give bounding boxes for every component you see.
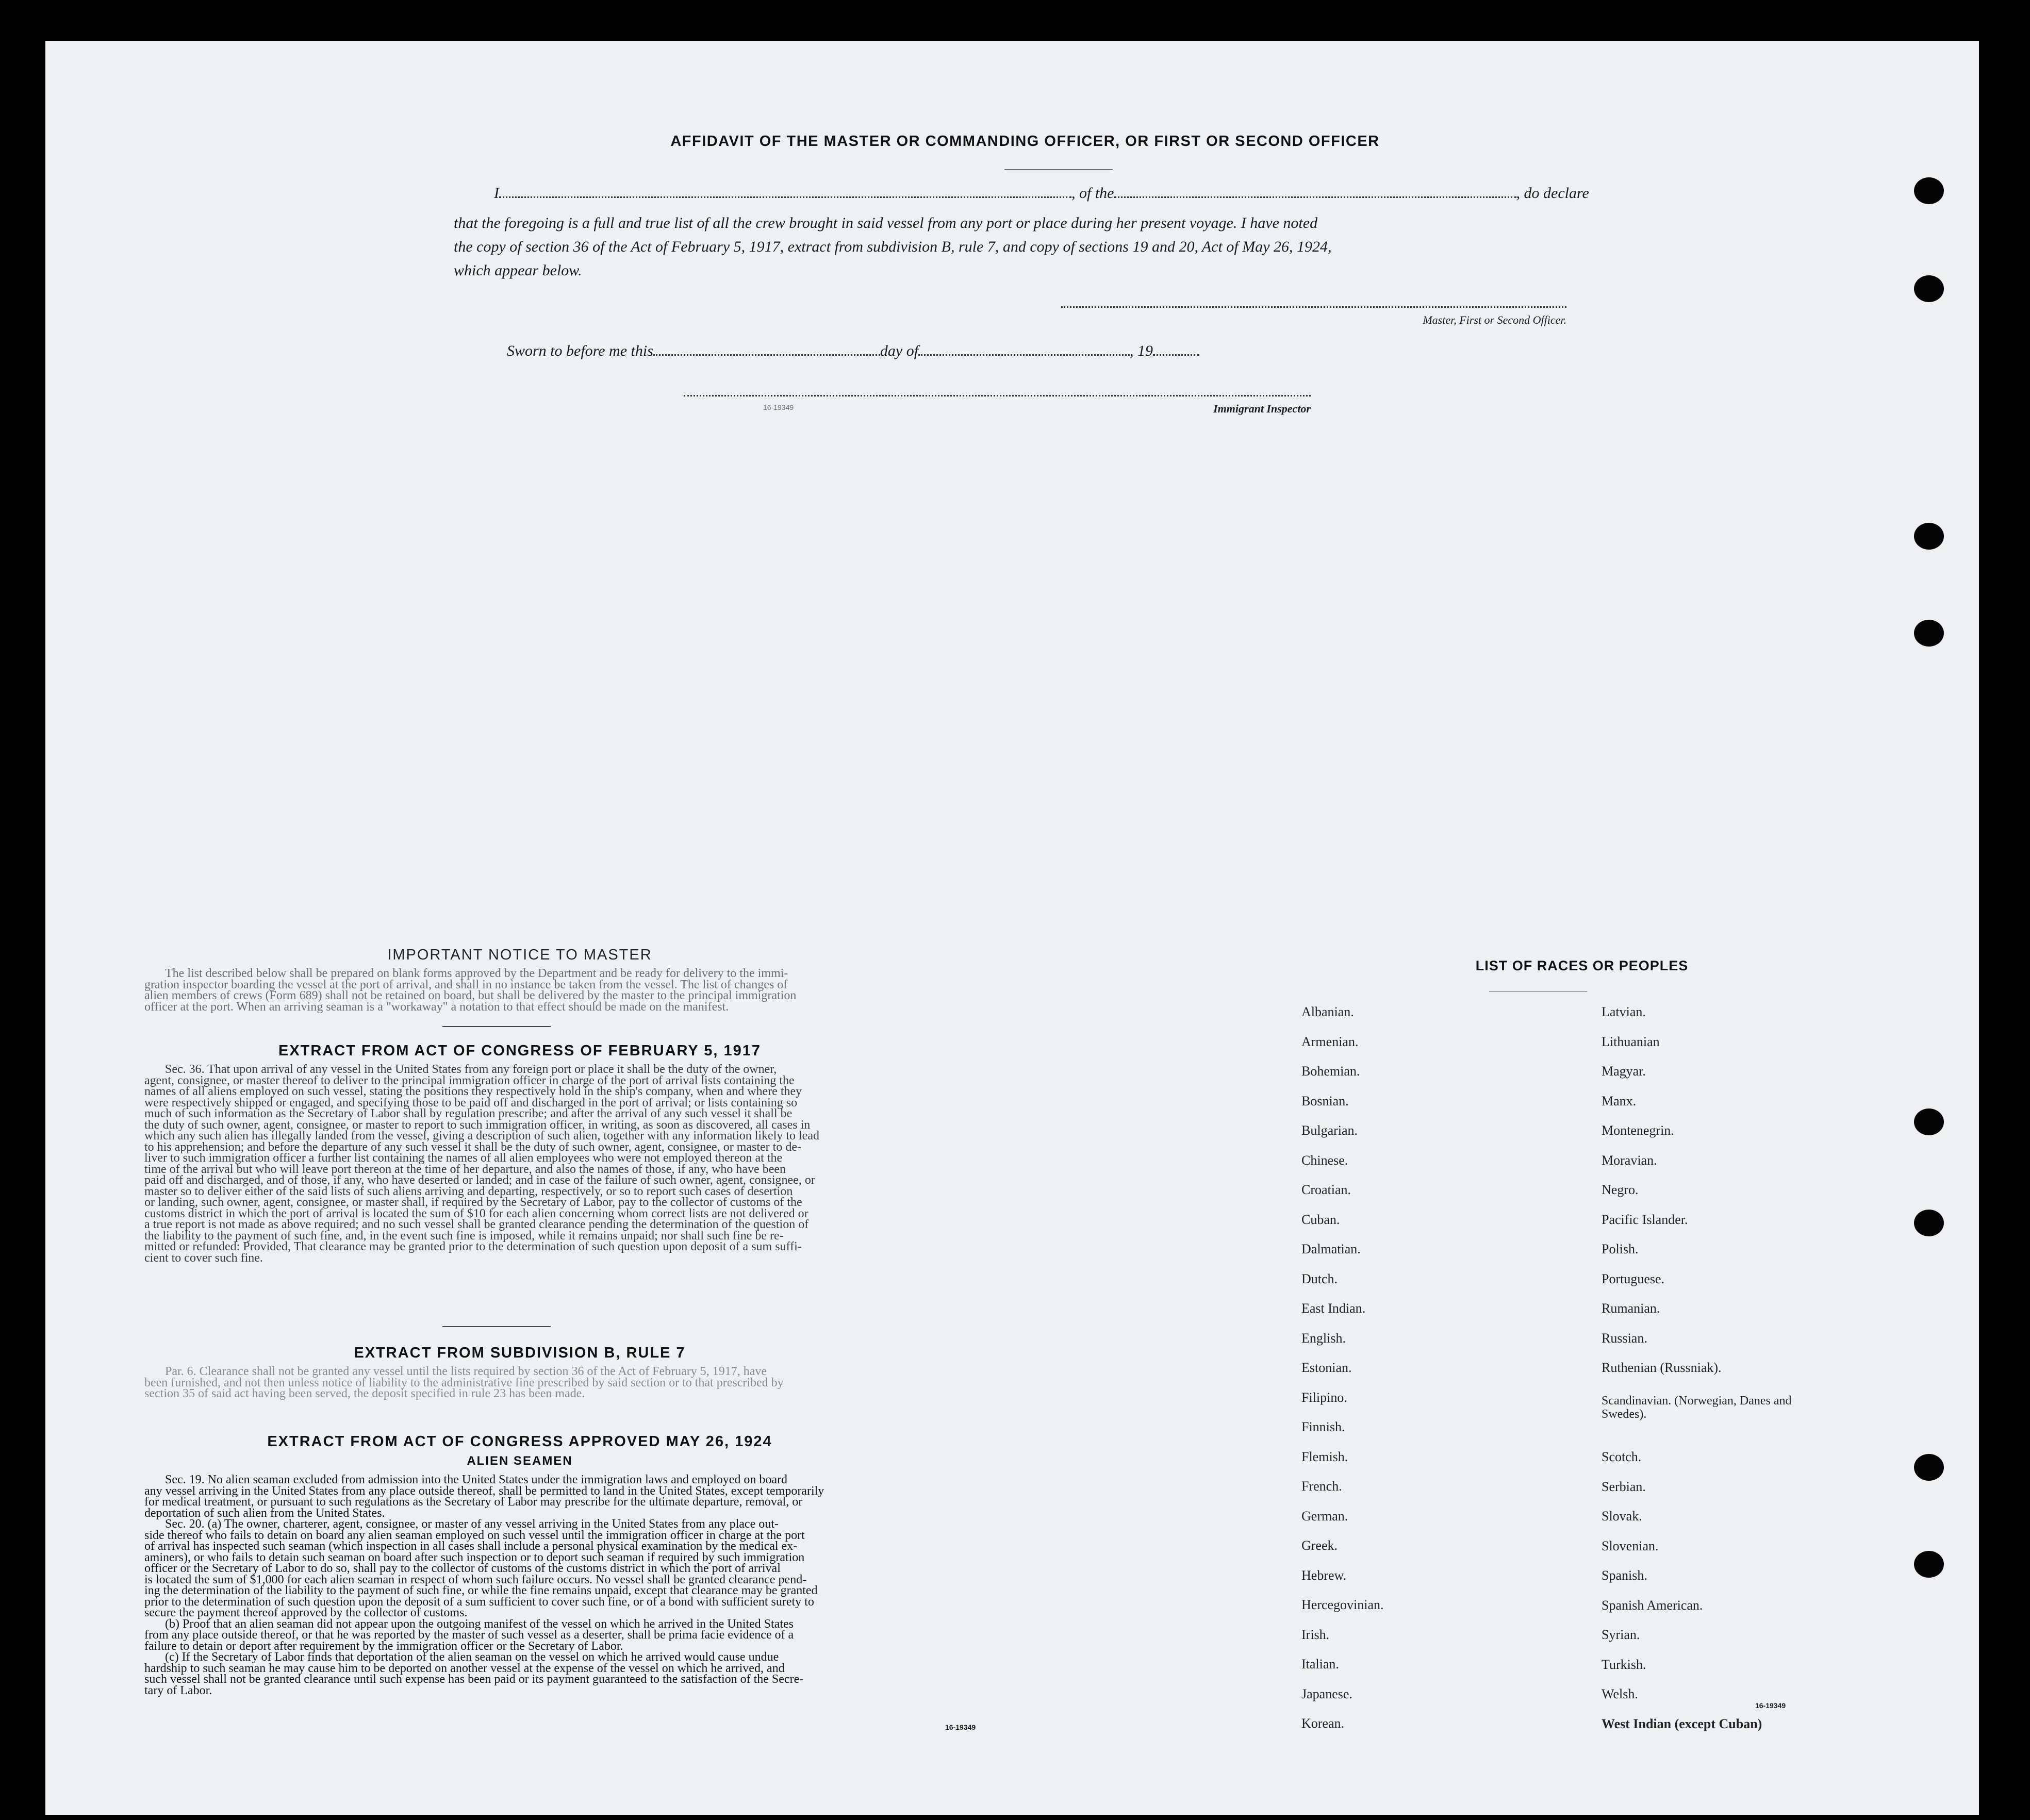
form-number: 16-19349	[1755, 1701, 1786, 1710]
race-item: Bosnian.	[1301, 1093, 1349, 1108]
line-i-label: I	[494, 185, 499, 202]
races-right-column	[1602, 1004, 1880, 1746]
race-item: Japanese.	[1301, 1686, 1352, 1701]
extract-1917-text	[144, 1064, 1034, 1264]
signature-blank[interactable]	[1061, 306, 1566, 308]
races-left-column	[1301, 1004, 1559, 1746]
race-item: Bulgarian.	[1301, 1123, 1358, 1138]
notice-line: alien members of crews (Form 689) shall not be retained on board, but shall be delivered by the master to the principal immigration	[144, 989, 797, 1002]
races-title: LIST OF RACES OR PEOPLES	[1475, 958, 1689, 973]
text-line: liver to such immigration officer a further list containing the names of all alien employees who were not employed thereon at the	[144, 1151, 783, 1165]
race-item: Croatian.	[1301, 1182, 1351, 1197]
binder-hole	[1914, 1108, 1944, 1135]
race-item: Pacific Islander.	[1602, 1212, 1688, 1227]
race-item: Filipino.	[1301, 1389, 1347, 1405]
text-line: tary of Labor.	[144, 1683, 212, 1697]
statement-line: which appear below.	[454, 262, 582, 279]
race-item: Portuguese.	[1602, 1271, 1665, 1286]
race-item: Scotch.	[1602, 1449, 1642, 1464]
race-item: Moravian.	[1602, 1152, 1657, 1168]
race-item: Dalmatian.	[1301, 1242, 1361, 1256]
race-item: English.	[1301, 1330, 1346, 1346]
race-item: Rumanian.	[1602, 1301, 1660, 1316]
section-divider	[442, 1026, 551, 1027]
race-item: Scandinavian. (Norwegian, Danes and Swedes).	[1602, 1394, 1792, 1421]
race-item: Cuban.	[1301, 1212, 1340, 1227]
sworn-label: Sworn to before me this	[507, 342, 653, 359]
section-divider	[442, 1326, 551, 1327]
declaration-line	[494, 185, 1613, 202]
text-line: Par. 6. Clearance shall not be granted any vessel until the lists required by section 36 of the Act of February 5, 1917, have	[165, 1365, 767, 1378]
text-line: time of the arrival but who will leave port thereon at the time of her departure, and also the names of those, if any, who have been	[144, 1162, 786, 1176]
race-item: Chinese.	[1301, 1152, 1348, 1168]
form-number: 16-19349	[763, 403, 794, 411]
text-line: hardship to such seaman he may cause him to be deported on another vessel at the expense of the vessel on which he arrived, and	[144, 1661, 785, 1675]
text-line: of arrival has inspected such seaman (which inspection in all cases shall include a personal physical examination by the medical ex-	[144, 1540, 798, 1553]
race-item: Latvian.	[1602, 1004, 1646, 1019]
race-item: Turkish.	[1602, 1657, 1646, 1672]
race-item: West Indian (except Cuban)	[1602, 1716, 1762, 1731]
binder-hole	[1914, 1551, 1944, 1578]
text-line: ing the determination of the liability to the payment of such fine, or while the fine remains unpaid, except that clearance may be granted	[144, 1584, 818, 1597]
race-item: Greek.	[1301, 1538, 1338, 1553]
statement-line: the copy of section 36 of the Act of February 5, 1917, extract from subdivision B, rule 7, and copy of sections 19 and 20, Act of May 26, 1924,	[454, 238, 1332, 255]
day-of-label: day of	[880, 342, 919, 359]
affidavit-title: AFFIDAVIT OF THE MASTER OR COMMANDING OFFICER, OR FIRST OR SECOND OFFICER	[670, 133, 1380, 150]
text-line: for medical treatment, or pursuant to such regulations as the Secretary of Labor may prescribe for the ultimate departure, removal, or	[144, 1495, 803, 1509]
text-line: side thereof who fails to detain on board any alien seaman employed on such vessel until the immigration officer in charge at the port	[144, 1528, 805, 1542]
text-line: names of all aliens employed on such vessel, stating the positions they respectively hold in the ship's company, when and where they	[144, 1085, 802, 1098]
notice-line: gration inspector boarding the vessel at the port of arrival, and shall in no instance be taken from the vessel. The list of changes of	[144, 978, 788, 991]
text-line: or landing, such owner, agent, consignee, or master shall, if required by the Secretary of Labor, pay to the collector of customs of the	[144, 1196, 802, 1209]
text-line: master so to deliver either of the said lists of such aliens arriving and departing, respectively, or so to report such cases of desertion	[144, 1184, 793, 1198]
sworn-month-blank[interactable]	[918, 344, 1130, 356]
race-item: Russian.	[1602, 1330, 1647, 1346]
sworn-line	[507, 342, 1332, 360]
text-line: were respectively shipped or engaged, and specifying those to be paid off and discharged in the port of arrival; or lists containing so	[144, 1096, 798, 1110]
text-line: officer or the Secretary of Labor to do so, shall pay to the collector of customs of the customs district in which the port of arrival	[144, 1562, 781, 1575]
race-item: Magyar.	[1602, 1064, 1646, 1079]
inspector-signature-blank[interactable]	[684, 395, 1311, 396]
race-item: Negro.	[1602, 1182, 1639, 1197]
notice-text	[144, 968, 1034, 1013]
declaration-statement	[454, 211, 1614, 283]
notice-title: IMPORTANT NOTICE TO MASTER	[387, 947, 652, 963]
name-blank[interactable]	[499, 186, 1071, 198]
text-line: secure the payment thereof approved by the collector of customs.	[144, 1606, 468, 1619]
text-line: section 35 of said act having been served, the deposit specified in rule 23 has been made.	[144, 1387, 585, 1400]
race-item: Hebrew.	[1301, 1567, 1347, 1583]
text-line: failure to detain or deport after requirement by the immigration officer or the Secretary of Labor.	[144, 1639, 623, 1653]
text-line: paid off and discharged, and of those, if any, who have deserted or landed; and in case of the failure of such owner, agent, consignee, or	[144, 1173, 815, 1187]
binder-hole	[1914, 275, 1944, 302]
race-item: Slovenian.	[1602, 1538, 1659, 1553]
race-item: East Indian.	[1301, 1301, 1366, 1316]
notice-line: The list described below shall be prepared on blank forms approved by the Department and be ready for delivery to the immi-	[165, 967, 788, 980]
binder-hole	[1914, 1454, 1944, 1481]
race-item: Welsh.	[1602, 1686, 1638, 1701]
race-item: Polish.	[1602, 1242, 1639, 1256]
text-line: is located the sum of $1,000 for each alien seaman in respect of whom such failure occurs. No vessel shall be granted clearance pend-	[144, 1573, 807, 1586]
do-declare-label: , do declare	[1516, 185, 1589, 202]
race-item: Dutch.	[1301, 1271, 1338, 1286]
race-item: French.	[1301, 1479, 1342, 1494]
text-line: the liability to the payment of such fine, and, in the event such fine is imposed, while it remains unpaid; nor shall such fine be re-	[144, 1229, 784, 1243]
text-line: prior to the determination of such question upon the deposit of a sum sufficient to cover such fine, or of a bond with sufficient surety to	[144, 1595, 814, 1609]
race-item: Montenegrin.	[1602, 1123, 1674, 1138]
race-item: Hercegovinian.	[1301, 1597, 1384, 1612]
text-line: the duty of such owner, agent, consignee, or master to report to such immigration officer, in writing, as soon as discovered, all cases in	[144, 1118, 811, 1132]
extract-1924-text	[144, 1475, 1034, 1696]
text-line: which any such alien has illegally landed from the vessel, giving a description of such alien, together with any information likely to lead	[144, 1129, 819, 1143]
race-item: Irish.	[1301, 1627, 1330, 1642]
of-the-label: , of the	[1071, 185, 1114, 202]
extract-rule7-text	[144, 1366, 1034, 1400]
binder-hole	[1914, 1210, 1944, 1236]
text-line: much of such information as the Secretary of Labor shall by regulation prescribe; and after the arrival of any such vessel it shall be	[144, 1107, 793, 1120]
text-line: deportation of such alien from the United States.	[144, 1506, 385, 1520]
extract-rule7-title: EXTRACT FROM SUBDIVISION B, RULE 7	[354, 1345, 686, 1361]
text-line: from any place outside thereof, or that he was reported by the master of such vessel as a deserter, shall be prima facie evidence of a	[144, 1628, 794, 1642]
text-line: such vessel shall not be granted clearance until such expense has been paid or its payment guaranteed to the satisfaction of the Secre-	[144, 1673, 804, 1686]
text-line: Sec. 19. No alien seaman excluded from admission into the United States under the immigration laws and employed on board	[165, 1473, 788, 1486]
vessel-blank[interactable]	[1114, 186, 1516, 198]
race-item: German.	[1301, 1508, 1348, 1524]
sworn-year-blank[interactable]	[1153, 344, 1199, 356]
race-item: Flemish.	[1301, 1449, 1348, 1464]
race-item: Lithuanian	[1602, 1034, 1660, 1049]
binder-hole	[1914, 177, 1944, 204]
extract-1924-title: EXTRACT FROM ACT OF CONGRESS APPROVED MAY 26, 1924	[267, 1433, 772, 1450]
race-item: Estonian.	[1301, 1360, 1352, 1375]
race-item: Spanish.	[1602, 1568, 1647, 1583]
text-line: been furnished, and not then unless notice of liability to the administrative fine prescribed by said section or to that prescribed by	[144, 1376, 784, 1389]
signature-caption: Master, First or Second Officer.	[1423, 313, 1566, 326]
race-item: Slovak.	[1602, 1509, 1642, 1524]
statement-line: that the foregoing is a full and true list of all the crew brought in said vessel from any port or place during her present voyage. I have noted	[454, 214, 1318, 231]
race-item: Bohemian.	[1301, 1064, 1360, 1079]
race-item: Serbian.	[1602, 1479, 1646, 1494]
binder-hole	[1914, 620, 1944, 647]
race-item: Italian.	[1301, 1657, 1339, 1672]
inspector-caption: Immigrant Inspector	[1213, 402, 1311, 415]
text-line: (b) Proof that an alien seaman did not appear upon the outgoing manifest of the vessel on which he arrived in the United States	[165, 1617, 794, 1631]
document-page	[45, 41, 1979, 1815]
race-item: Korean.	[1301, 1716, 1345, 1731]
title-divider	[1004, 169, 1113, 170]
race-item: Spanish American.	[1602, 1597, 1703, 1613]
race-item: Albanian.	[1301, 1004, 1354, 1019]
text-line: Sec. 20. (a) The owner, charterer, agent, consignee, or master of any vessel arriving in the United States from any place out-	[165, 1517, 779, 1531]
alien-seamen-subtitle: ALIEN SEAMEN	[467, 1454, 573, 1468]
year-prefix: , 19	[1130, 342, 1153, 359]
text-line: mitted or refunded: Provided, That clearance may be granted prior to the determination of such question upon deposit of a sum suffi-	[144, 1240, 802, 1253]
form-number: 16-19349	[945, 1723, 976, 1731]
text-line: agent, consignee, or master thereof to deliver to the principal immigration officer in charge of the port of arrival lists containing the	[144, 1073, 795, 1087]
text-line: customs district in which the port of arrival is located the sum of $10 for each alien concerning whom correct lists are not delivered or	[144, 1206, 808, 1220]
race-item: Finnish.	[1301, 1419, 1345, 1434]
sworn-day-blank[interactable]	[653, 344, 880, 356]
text-line: a true report is not made as above required; and no such vessel shall be granted clearance pending the determination of the question of	[144, 1218, 809, 1231]
race-item: Ruthenian (Russniak).	[1602, 1360, 1722, 1375]
text-line: (c) If the Secretary of Labor finds that deportation of the alien seaman on the vessel on which he arrived would cause undue	[165, 1650, 779, 1664]
extract-1917-title: EXTRACT FROM ACT OF CONGRESS OF FEBRUARY 5, 1917	[278, 1043, 762, 1059]
text-line: aminers), or who fails to detain such seaman on board after such inspection or to deport such seaman if required by such immigration	[144, 1550, 805, 1564]
race-item: Armenian.	[1301, 1034, 1359, 1049]
text-line: Sec. 36. That upon arrival of any vessel in the United States from any foreign port or place it shall be the duty of the owner,	[165, 1063, 777, 1076]
text-line: to his apprehension; and before the departure of any such vessel it shall be the duty of such owner, agent, consignee, or master to de-	[144, 1140, 801, 1154]
text-line: any vessel arriving in the United States from any place outside thereof, shall be permitted to land in the United States, except temporarily	[144, 1484, 824, 1498]
race-item: Syrian.	[1602, 1627, 1640, 1642]
text-line: cient to cover such fine.	[144, 1251, 263, 1265]
binder-hole	[1914, 523, 1944, 550]
notice-line: officer at the port. When an arriving seaman is a "workaway" a notation to that effect should be made on the manifest.	[144, 1000, 729, 1014]
race-item: Manx.	[1602, 1093, 1637, 1108]
